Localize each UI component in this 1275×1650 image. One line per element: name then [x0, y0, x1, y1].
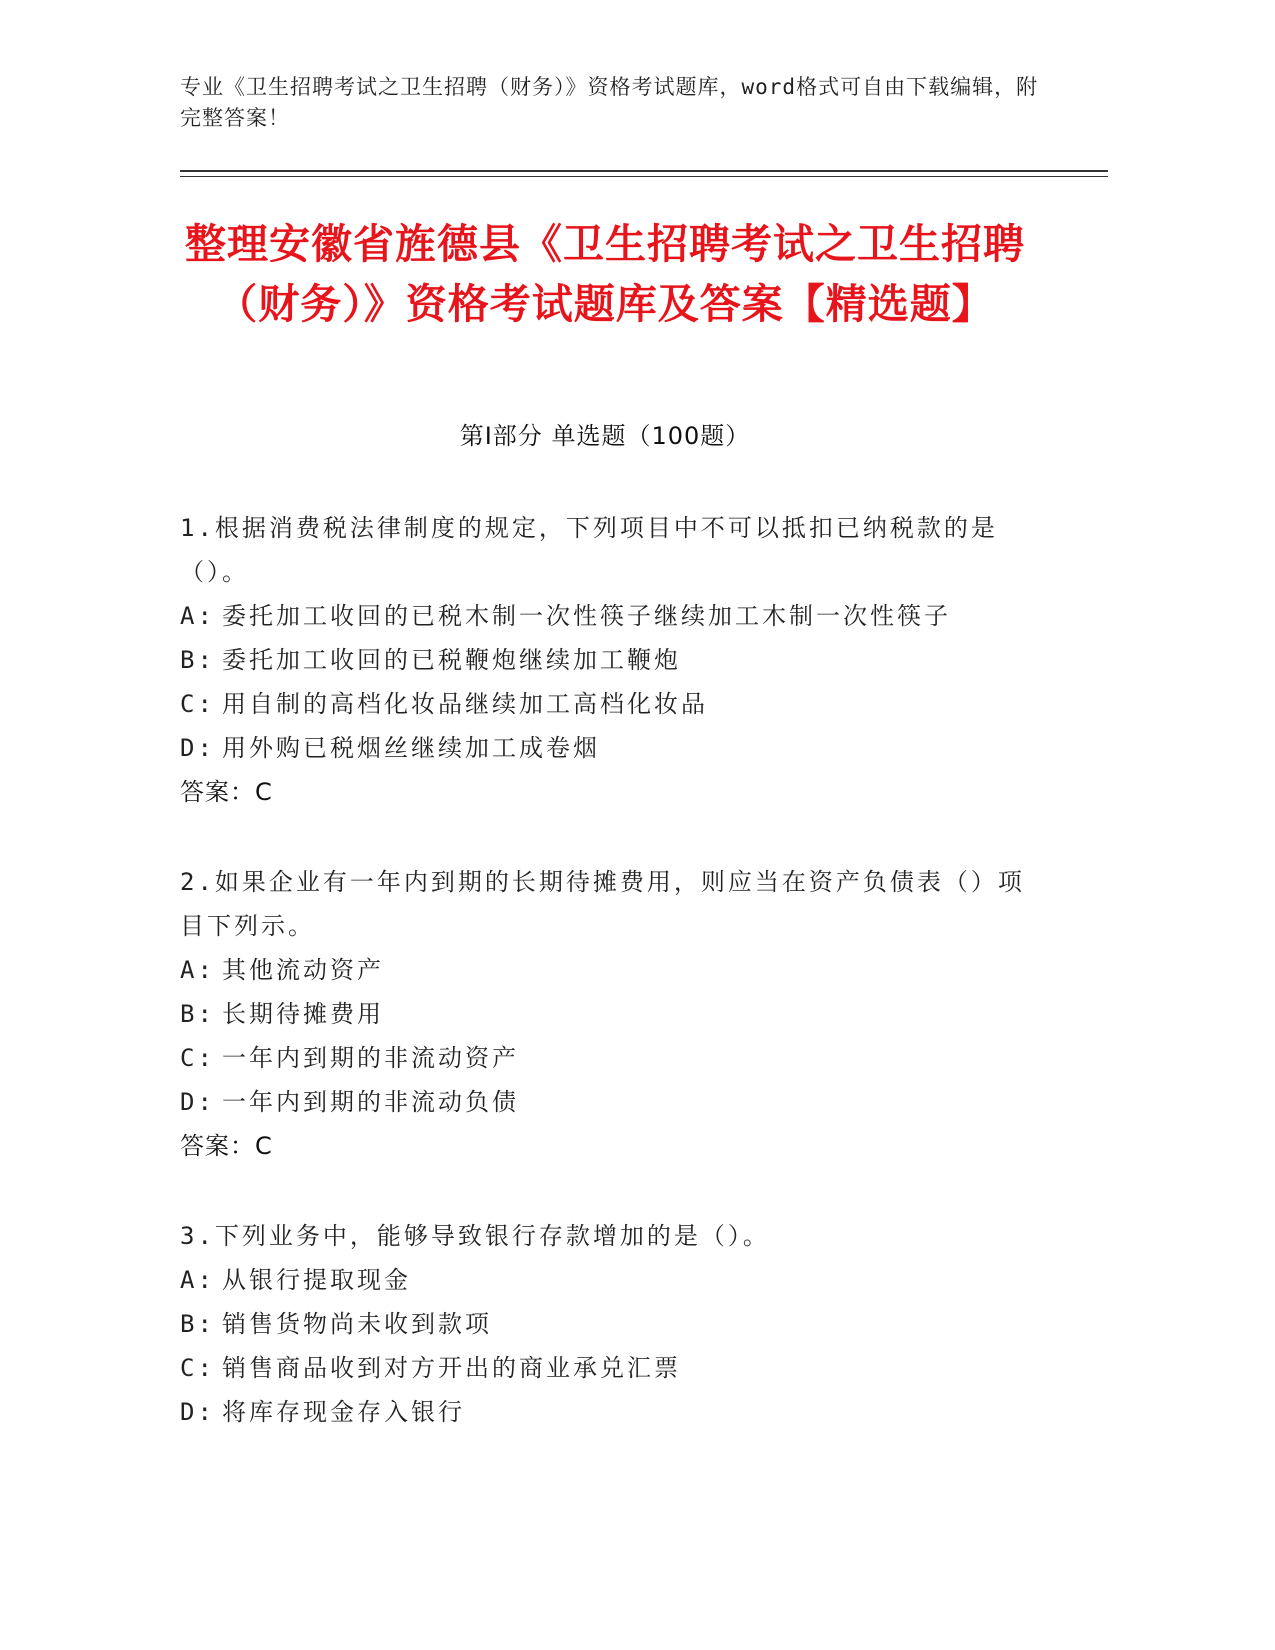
option-b: [180, 1302, 1040, 1346]
question-2: [180, 860, 1040, 1168]
answer: 答案：C: [180, 778, 273, 806]
question-stem: 2.如果企业有一年内到期的长期待摊费用，则应当在资产负债表（）项目下列示。: [180, 868, 1025, 940]
option-c: [180, 1036, 1040, 1080]
question-stem: 3.下列业务中，能够导致银行存款增加的是（）。: [180, 1222, 770, 1250]
option-a: [180, 948, 1040, 992]
option-key: A:: [180, 602, 215, 630]
option-d: [180, 1390, 1040, 1434]
option-key: B:: [180, 1310, 215, 1338]
option-text: 一年内到期的非流动负债: [222, 1088, 519, 1116]
answer: 答案：C: [180, 1132, 273, 1160]
option-text: 从银行提取现金: [222, 1266, 411, 1294]
header-divider-thin: [180, 176, 1108, 177]
option-text: 委托加工收回的已税木制一次性筷子继续加工木制一次性筷子: [222, 602, 951, 630]
option-c: [180, 1346, 1040, 1390]
question-1: [180, 506, 1040, 814]
option-a: [180, 1258, 1040, 1302]
option-key: D:: [180, 1088, 215, 1116]
option-key: D:: [180, 1398, 215, 1426]
option-text: 其他流动资产: [222, 956, 384, 984]
option-b: [180, 992, 1040, 1036]
header-divider-thick: [180, 170, 1108, 172]
question-list: [180, 506, 1040, 1480]
option-text: 委托加工收回的已税鞭炮继续加工鞭炮: [222, 646, 681, 674]
option-d: [180, 1080, 1040, 1124]
option-a: [180, 594, 1040, 638]
document-title: 整理安徽省旌德县《卫生招聘考试之卫生招聘（财务）》资格考试题库及答案【精选题】: [185, 220, 1025, 328]
option-key: D:: [180, 734, 215, 762]
option-key: C:: [180, 690, 215, 718]
question-stem: 1.根据消费税法律制度的规定，下列项目中不可以抵扣已纳税款的是（）。: [180, 514, 998, 586]
option-key: A:: [180, 956, 215, 984]
option-text: 用自制的高档化妆品继续加工高档化妆品: [222, 690, 708, 718]
header-note: 专业《卫生招聘考试之卫生招聘（财务）》资格考试题库，word格式可自由下载编辑，附完整答案！: [180, 75, 1039, 130]
option-text: 一年内到期的非流动资产: [222, 1044, 519, 1072]
option-key: B:: [180, 1000, 215, 1028]
option-text: 用外购已税烟丝继续加工成卷烟: [222, 734, 600, 762]
option-text: 长期待摊费用: [222, 1000, 384, 1028]
option-d: [180, 726, 1040, 770]
question-3: [180, 1214, 1040, 1434]
option-text: 将库存现金存入银行: [222, 1398, 465, 1426]
option-key: C:: [180, 1044, 215, 1072]
option-key: A:: [180, 1266, 215, 1294]
section-heading: 第Ⅰ部分 单选题（100题）: [459, 422, 751, 450]
option-text: 销售货物尚未收到款项: [222, 1310, 492, 1338]
option-b: [180, 638, 1040, 682]
option-key: B:: [180, 646, 215, 674]
option-text: 销售商品收到对方开出的商业承兑汇票: [222, 1354, 681, 1382]
option-key: C:: [180, 1354, 215, 1382]
option-c: [180, 682, 1040, 726]
